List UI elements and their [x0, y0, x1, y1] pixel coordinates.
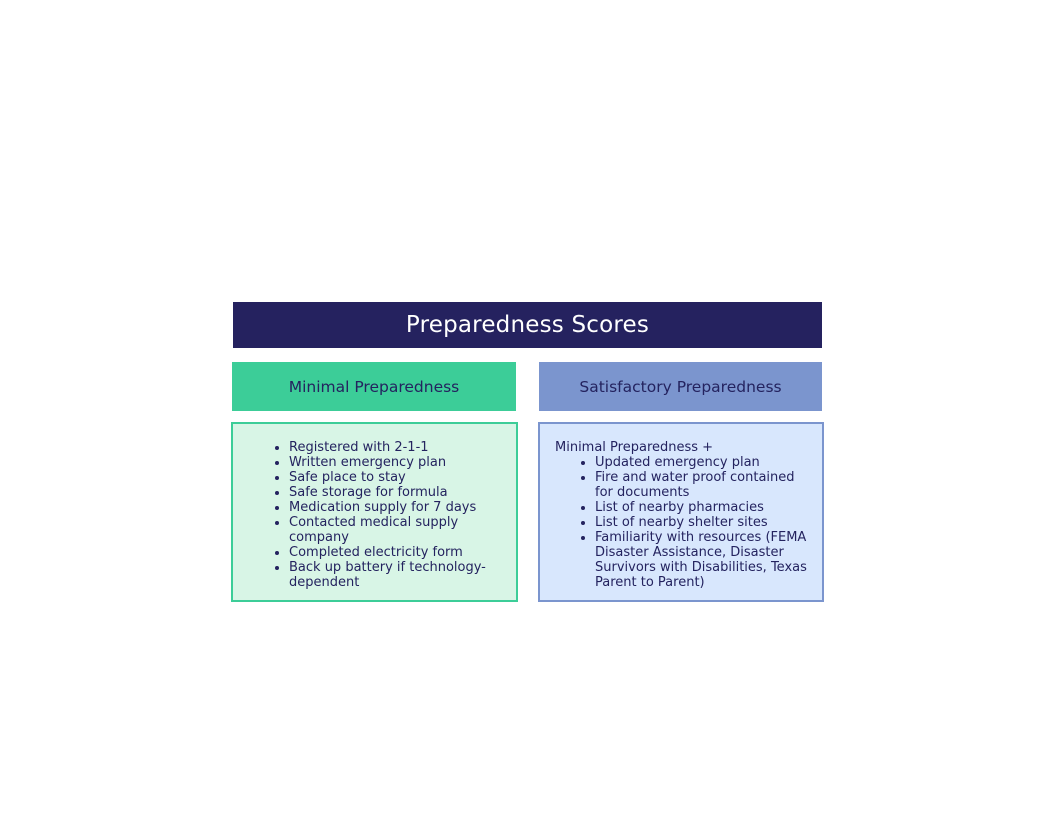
list-item: • Medication supply for 7 days	[289, 500, 496, 515]
list-item: • Fire and water proof contained for documents	[595, 470, 808, 500]
list-item: • Completed electricity form	[289, 545, 496, 560]
list-item: • Contacted medical supply company	[289, 515, 496, 545]
list-item: • Familiarity with resources (FEMA Disaster Assistance, Disaster Survivors with Disabilities, Texas Parent to Parent)	[595, 530, 808, 590]
satisfactory-preparedness-list	[555, 455, 808, 590]
list-item: • Safe place to stay	[289, 470, 496, 485]
list-item: • Updated emergency plan	[595, 455, 808, 470]
list-item: • Registered with 2-1-1	[289, 440, 496, 455]
list-item: • Back up battery if technology-dependent	[289, 560, 496, 590]
page-title: Preparedness Scores	[233, 302, 822, 348]
satisfactory-intro: Minimal Preparedness +	[555, 440, 714, 455]
satisfactory-preparedness-header: Satisfactory Preparedness	[539, 362, 822, 411]
list-item: • List of nearby pharmacies	[595, 500, 808, 515]
minimal-preparedness-header: Minimal Preparedness	[232, 362, 516, 411]
list-item: • Safe storage for formula	[289, 485, 496, 500]
minimal-preparedness-box	[231, 422, 518, 602]
list-item: • Written emergency plan	[289, 455, 496, 470]
list-item: • List of nearby shelter sites	[595, 515, 808, 530]
satisfactory-preparedness-box	[538, 422, 824, 602]
minimal-preparedness-list	[251, 440, 496, 590]
